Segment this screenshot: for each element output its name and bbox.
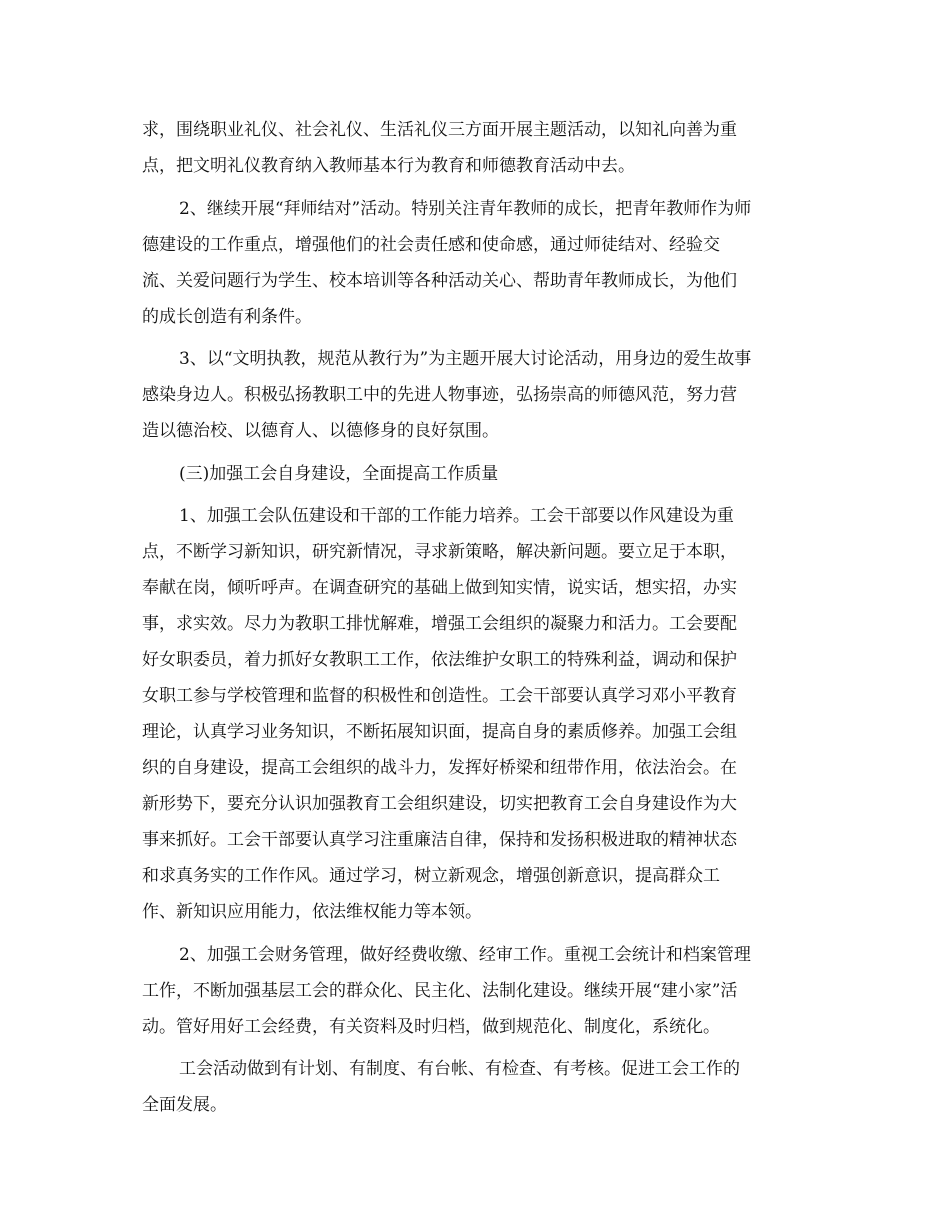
text-line: 和求真务实的工作作风。通过学习，树立新观念，增强创新意识，提高群众工: [142, 866, 720, 886]
text-line: 动。管好用好工会经费，有关资料及时归档，做到规范化、制度化，系统化。: [142, 1016, 720, 1037]
text-line: 事来抓好。工会干部要认真学习注重廉洁自律，保持和发扬积极进取的精神状态: [142, 830, 737, 850]
text-line: 织的自身建设，提高工会组织的战斗力，发挥好桥梁和纽带作用，依法治会。在: [142, 758, 737, 778]
text-line: 2、继续开展“拜师结对”活动。特别关注青年教师的成长，把青年教师作为师: [179, 198, 752, 219]
paragraph-1: [142, 112, 808, 184]
paragraph-3: [142, 341, 808, 449]
text-line: 作、新知识应用能力，依法维权能力等本领。: [142, 902, 482, 922]
text-line: 女职工参与学校管理和监督的积极性和创造性。工会干部要认真学习邓小平教育: [142, 686, 737, 706]
text-line: 1、加强工会队伍建设和干部的工作能力培养。工会干部要以作风建设为重: [179, 506, 734, 526]
section-heading: [142, 456, 808, 492]
paragraph-6: [142, 1051, 808, 1123]
section-title: (三)加强工会自身建设，全面提高工作质量: [179, 463, 499, 484]
text-line: 3、以“文明执教，规范从教行为”为主题开展大讨论活动，用身边的爱生故事: [179, 349, 752, 369]
paragraph-2: [142, 191, 808, 335]
text-line: 2、加强工会财务管理，做好经费收缴、经审工作。重视工会统计和档案管理: [179, 944, 751, 965]
paragraph-5: [142, 937, 808, 1045]
document-body: [142, 112, 808, 1123]
text-line: 流、关爱问题行为学生、校本培训等各种活动关心、帮助青年教师成长，为他们: [142, 270, 737, 291]
text-line: 的成长创造有利条件。: [142, 306, 312, 327]
text-line: 奉献在岗，倾听呼声。在调查研究的基础上做到知实情，说实话，想实招，办实: [142, 578, 737, 598]
text-line: 点，把文明礼仪教育纳入教师基本行为教育和师德教育活动中去。: [142, 156, 635, 176]
paragraph-4: [142, 498, 808, 930]
text-line: 德建设的工作重点，增强他们的社会责任感和使命感，通过师徒结对、经验交: [142, 234, 720, 255]
text-line: 新形势下，要充分认识加强教育工会组织建设，切实把教育工会自身建设作为大: [142, 794, 737, 814]
text-line: 点，不断学习新知识，研究新情况，寻求新策略，解决新问题。要立足于本职，: [142, 542, 737, 562]
text-line: 造以德治校、以德育人、以德修身的良好氛围。: [142, 421, 499, 441]
text-line: 感染身边人。积极弘扬教职工中的先进人物事迹，弘扬崇高的师德风范，努力营: [142, 385, 737, 405]
text-line: 全面发展。: [142, 1095, 227, 1115]
text-line: 工会活动做到有计划、有制度、有台帐、有检查、有考核。促进工会工作的: [179, 1059, 740, 1079]
text-line: 好女职委员，着力抓好女教职工工作，依法维护女职工的特殊利益，调动和保护: [142, 650, 737, 670]
text-line: 事，求实效。尽力为教职工排忧解难，增强工会组织的凝聚力和活力。工会要配: [142, 614, 737, 634]
text-line: 理论，认真学习业务知识，不断拓展知识面，提高自身的素质修养。加强工会组: [142, 722, 737, 742]
text-line: 工作，不断加强基层工会的群众化、民主化、法制化建设。继续开展“建小家”活: [142, 980, 738, 1001]
text-line: 求，围绕职业礼仪、社会礼仪、生活礼仪三方面开展主题活动，以知礼向善为重: [142, 120, 737, 140]
